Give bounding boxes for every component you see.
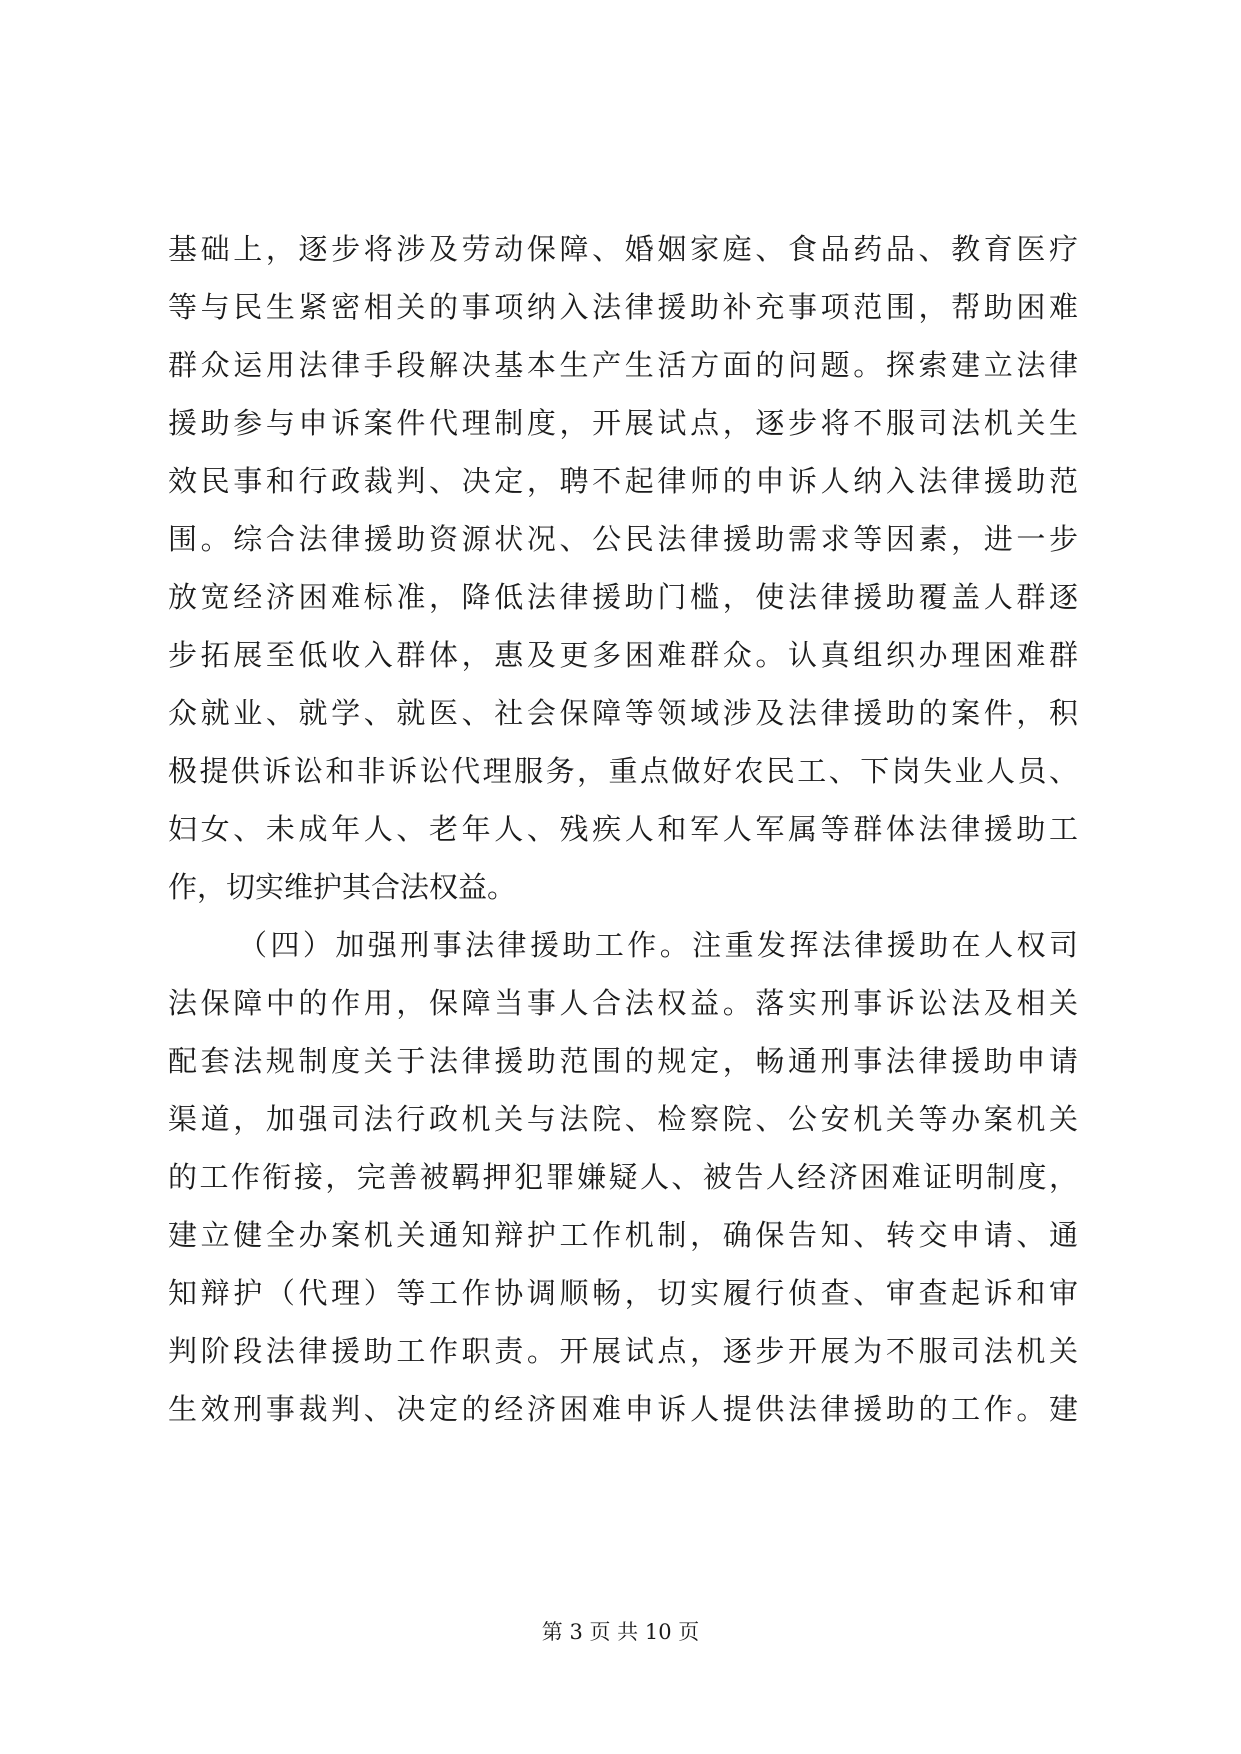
section-heading-line: （四）加强刑事法律援助工作。注重发挥法律援助在人权司	[238, 928, 1078, 962]
text-line: 生效刑事裁判、决定的经济困难申诉人提供法律援助的工作。建	[168, 1392, 1078, 1426]
text-line: 妇女、未成年人、老年人、残疾人和军人军属等群体法律援助工	[168, 812, 1078, 846]
body-text	[168, 220, 1078, 1438]
text-line: 渠道，加强司法行政机关与法院、检察院、公安机关等办案机关	[168, 1102, 1078, 1136]
text-line: 等与民生紧密相关的事项纳入法律援助补充事项范围，帮助困难	[168, 290, 1078, 324]
text-line: 判阶段法律援助工作职责。开展试点，逐步开展为不服司法机关	[168, 1334, 1078, 1368]
paragraph-end-line: 作，切实维护其合法权益。	[168, 870, 517, 904]
text-line: 配套法规制度关于法律援助范围的规定，畅通刑事法律援助申请	[168, 1044, 1078, 1078]
text-line: 基础上，逐步将涉及劳动保障、婚姻家庭、食品药品、教育医疗	[168, 232, 1078, 266]
text-line: 法保障中的作用，保障当事人合法权益。落实刑事诉讼法及相关	[168, 986, 1078, 1020]
text-line: 放宽经济困难标准，降低法律援助门槛，使法律援助覆盖人群逐	[168, 580, 1078, 614]
text-line: 围。综合法律援助资源状况、公民法律援助需求等因素，进一步	[168, 522, 1078, 556]
text-line: 建立健全办案机关通知辩护工作机制，确保告知、转交申请、通	[168, 1218, 1078, 1252]
text-line: 知辩护（代理）等工作协调顺畅，切实履行侦查、审查起诉和审	[168, 1276, 1078, 1310]
text-line: 众就业、就学、就医、社会保障等领域涉及法律援助的案件，积	[168, 696, 1078, 730]
text-line: 极提供诉讼和非诉讼代理服务，重点做好农民工、下岗失业人员、	[168, 754, 1078, 788]
text-line: 步拓展至低收入群体，惠及更多困难群众。认真组织办理困难群	[168, 638, 1078, 672]
text-line: 援助参与申诉案件代理制度，开展试点，逐步将不服司法机关生	[168, 406, 1078, 440]
page-number-footer: 第 3 页 共 10 页	[541, 1620, 700, 1644]
text-line: 效民事和行政裁判、决定，聘不起律师的申诉人纳入法律援助范	[168, 464, 1078, 498]
text-line: 的工作衔接，完善被羁押犯罪嫌疑人、被告人经济困难证明制度，	[168, 1160, 1078, 1194]
text-line: 群众运用法律手段解决基本生产生活方面的问题。探索建立法律	[168, 348, 1078, 382]
